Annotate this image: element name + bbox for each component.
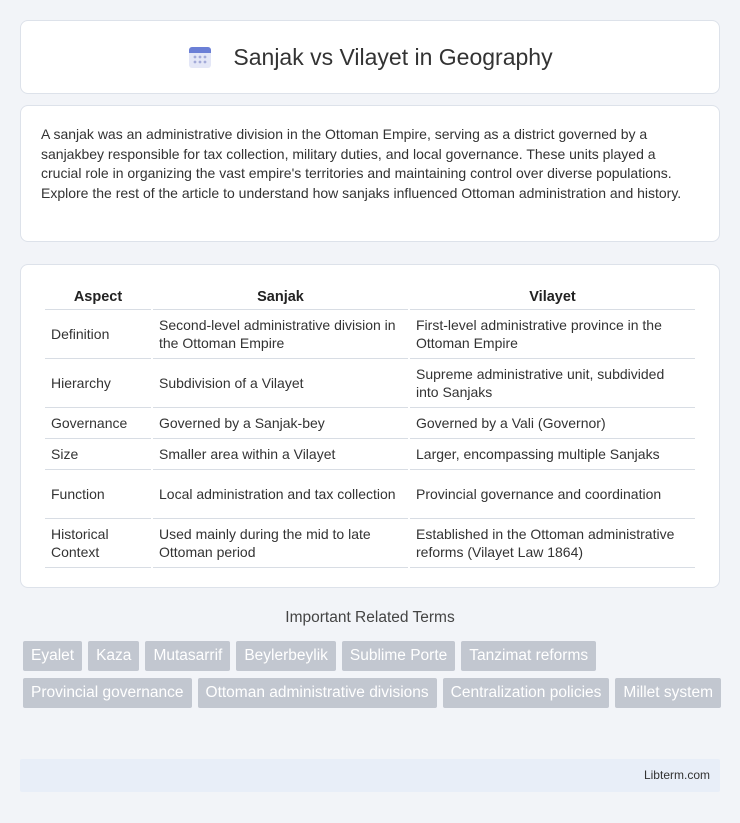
tag-tanzimat-reforms[interactable]: Tanzimat reforms [461,641,596,671]
table-cell: Hierarchy [45,359,151,408]
comparison-table [43,285,697,568]
page-title: Sanjak vs Vilayet in Geography [233,43,553,70]
calendar-icon [187,44,213,70]
header-aspect: Aspect [45,285,151,310]
related-terms-list [23,641,723,708]
table-cell: Local administration and tax collection [153,470,408,519]
tag-beylerbeylik[interactable]: Beylerbeylik [236,641,336,671]
table-cell: First-level administrative province in the Ottoman Empire [410,310,695,359]
header-sanjak: Sanjak [153,285,408,310]
tag-millet-system[interactable]: Millet system [615,678,721,708]
table-cell: Subdivision of a Vilayet [153,359,408,408]
related-terms-title: Important Related Terms [285,609,455,626]
comparison-card [20,264,720,588]
tag-centralization-policies[interactable]: Centralization policies [443,678,610,708]
table-cell: Supreme administrative unit, subdivided into Sanjaks [410,359,695,408]
header-card [20,20,720,94]
table-cell: Smaller area within a Vilayet [153,439,408,470]
table-cell: Governed by a Vali (Governor) [410,408,695,439]
tag-eyalet[interactable]: Eyalet [23,641,82,671]
tag-provincial-governance[interactable]: Provincial governance [23,678,192,708]
table-row [45,310,695,359]
table-cell: Definition [45,310,151,359]
table-cell: Historical Context [45,519,151,568]
table-cell: Governance [45,408,151,439]
tag-sublime-porte[interactable]: Sublime Porte [342,641,455,671]
table-cell: Larger, encompassing multiple Sanjaks [410,439,695,470]
tag-kaza[interactable]: Kaza [88,641,139,671]
table-row [45,439,695,470]
table-cell: Second-level administrative division in the Ottoman Empire [153,310,408,359]
table-row [45,519,695,568]
table-cell: Established in the Ottoman administrative reforms (Vilayet Law 1864) [410,519,695,568]
table-cell: Governed by a Sanjak-bey [153,408,408,439]
intro-card [20,105,720,242]
table-row [45,470,695,519]
tag-mutasarrif[interactable]: Mutasarrif [145,641,230,671]
footer [20,759,720,792]
table-cell: Used mainly during the mid to late Ottoman period [153,519,408,568]
table-cell: Provincial governance and coordination [410,470,695,519]
table-cell: Size [45,439,151,470]
tag-ottoman-administrative-divisions[interactable]: Ottoman administrative divisions [198,678,437,708]
intro-text: A sanjak was an administrative division in the Ottoman Empire, serving as a district governed by a sanjakbey responsible for tax collection, military duties, and local governance. These units played a crucial role in organizing the vast empire's territories and maintaining control over diverse populations. Explore the rest of the article to understand how sanjaks influenced Ottoman administration and history. [41,126,682,201]
header-vilayet: Vilayet [410,285,695,310]
footer-link[interactable]: Libterm.com [643,768,710,782]
table-row [45,359,695,408]
table-cell: Function [45,470,151,519]
table-row [45,408,695,439]
